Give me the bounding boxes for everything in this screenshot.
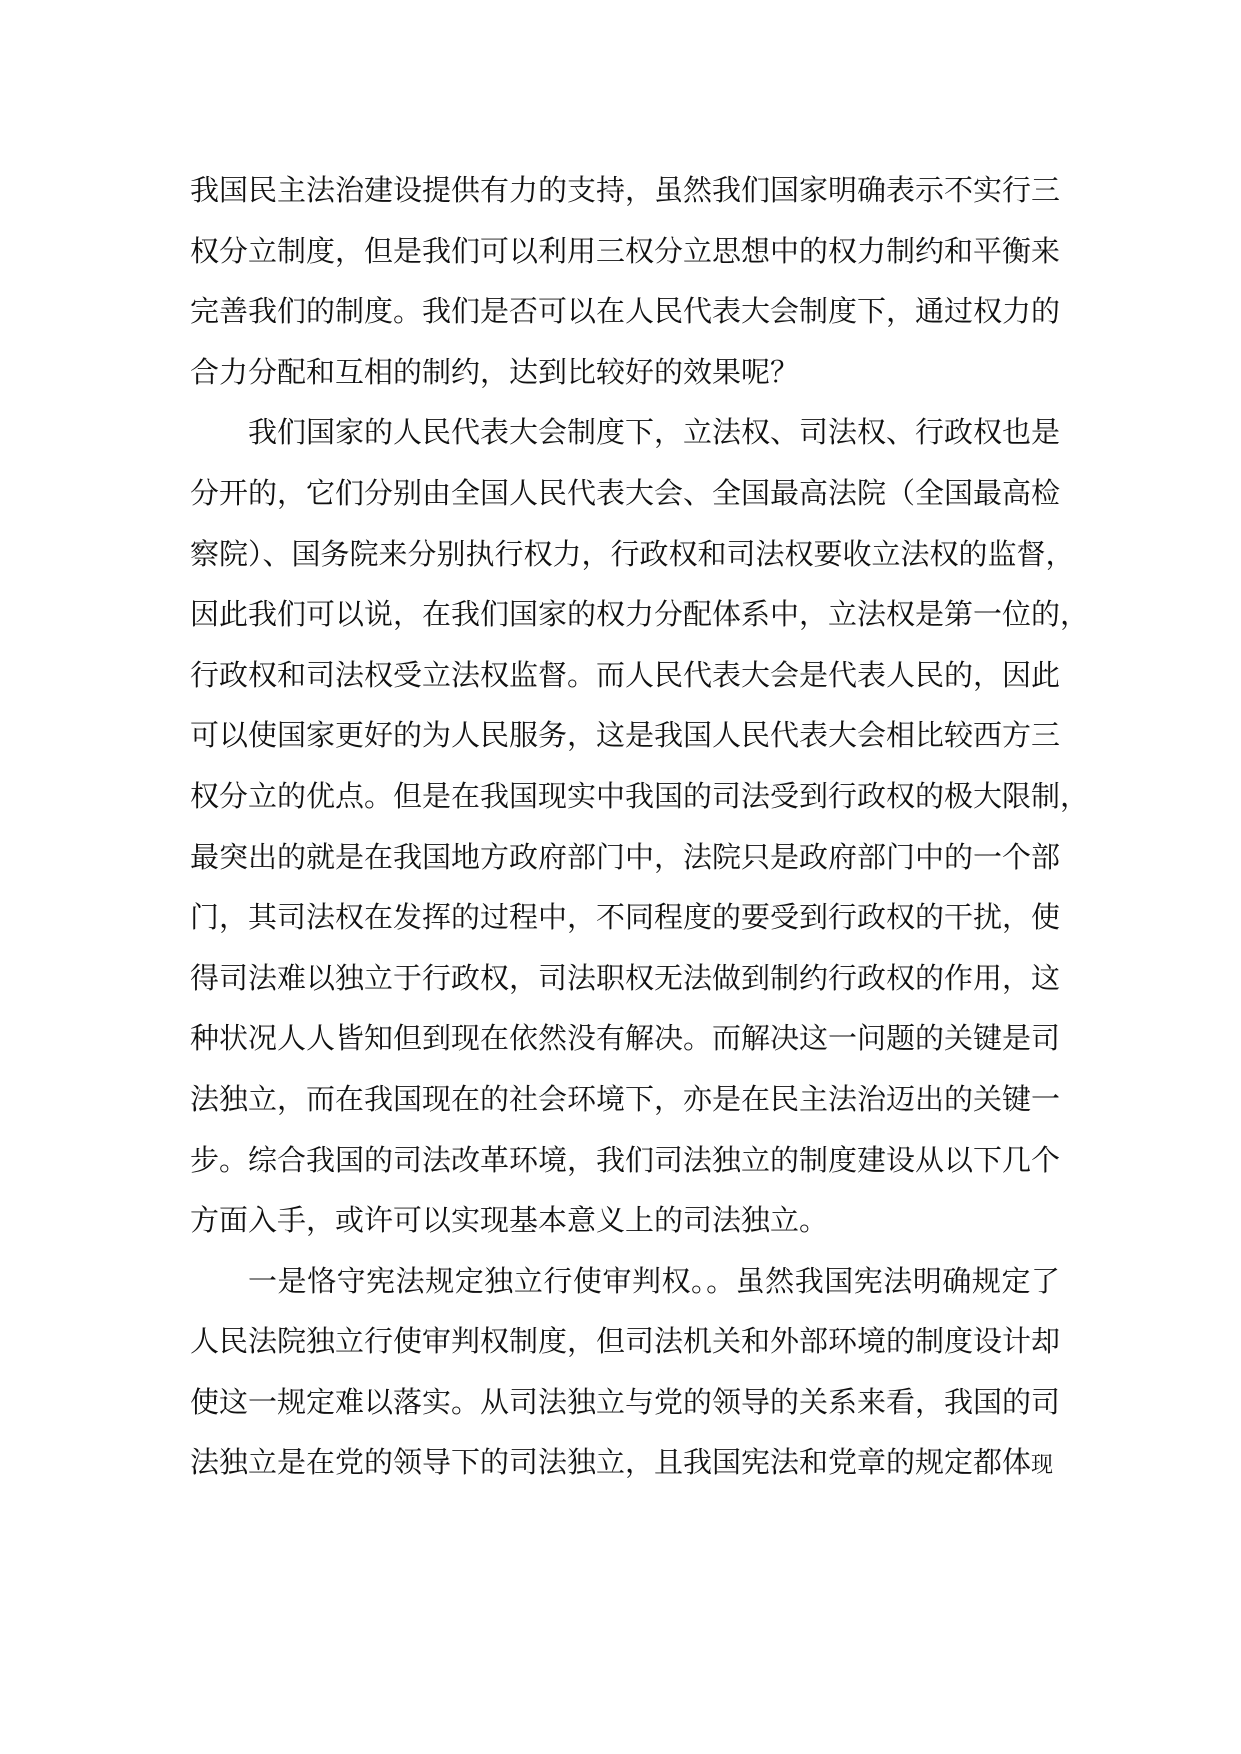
text-line-11: 权分立的优点。但是在我国现实中我国的司法受到行政权的极大限制，	[190, 778, 1090, 813]
text-line-9: 行政权和司法权受立法权监督。而人民代表大会是代表人民的，因此	[190, 657, 1061, 692]
text-line-20: 人民法院独立行使审判权制度，但司法机关和外部环境的制度设计却	[190, 1324, 1061, 1359]
text-line-7: 察院）、国务院来分别执行权力，行政权和司法权要收立法权的监督，	[190, 536, 1075, 571]
text-line-12: 最突出的就是在我国地方政府部门中，法院只是政府部门中的一个部	[190, 839, 1061, 874]
text-line-8: 因此我们可以说，在我们国家的权力分配体系中，立法权是第一位的，	[190, 597, 1090, 632]
text-line-1: 我国民主法治建设提供有力的支持，虽然我们国家明确表示不实行三	[190, 173, 1061, 207]
body-text	[190, 160, 1090, 1493]
text-line-3: 完善我们的制度。我们是否可以在人民代表大会制度下，通过权力的	[190, 294, 1061, 329]
text-line-2: 权分立制度，但是我们可以利用三权分立思想中的权力制约和平衡来	[190, 233, 1061, 268]
text-line-18: 方面入手，或许可以实现基本意义上的司法独立。	[190, 1203, 829, 1238]
text-line-14: 得司法难以独立于行政权，司法职权无法做到制约行政权的作用，这	[190, 960, 1061, 995]
text-line-10: 可以使国家更好的为人民服务，这是我国人民代表大会相比较西方三	[190, 718, 1061, 753]
text-line-16: 法独立，而在我国现在的社会环境下，亦是在民主法治迈出的关键一	[190, 1081, 1061, 1116]
text-line-13: 门，其司法权在发挥的过程中，不同程度的要受到行政权的干扰，使	[190, 900, 1061, 935]
text-line-22-main: 法独立是在党的领导下的司法独立，且我国宪法和党章的规定都体	[190, 1445, 1032, 1480]
text-line-22	[190, 1432, 1060, 1493]
text-line-15: 种状况人人皆知但到现在依然没有解决。而解决这一问题的关键是司	[190, 1021, 1061, 1056]
text-line-17: 步。综合我国的司法改革环境，我们司法独立的制度建设从以下几个	[190, 1142, 1061, 1177]
text-line-5: 我们国家的人民代表大会制度下，立法权、司法权、行政权也是	[248, 415, 1061, 450]
text-line-4: 合力分配和互相的制约，达到比较好的效果呢？	[190, 354, 800, 389]
text-line-22-tail: 现	[1031, 1453, 1054, 1479]
text-line-21: 使这一规定难以落实。从司法独立与党的领导的关系来看，我国的司	[190, 1384, 1061, 1419]
text-line-19: 一是恪守宪法规定独立行使审判权。。虽然我国宪法明确规定了	[248, 1263, 1060, 1298]
text-line-6: 分开的，它们分别由全国人民代表大会、全国最高法院（全国最高检	[190, 475, 1061, 510]
